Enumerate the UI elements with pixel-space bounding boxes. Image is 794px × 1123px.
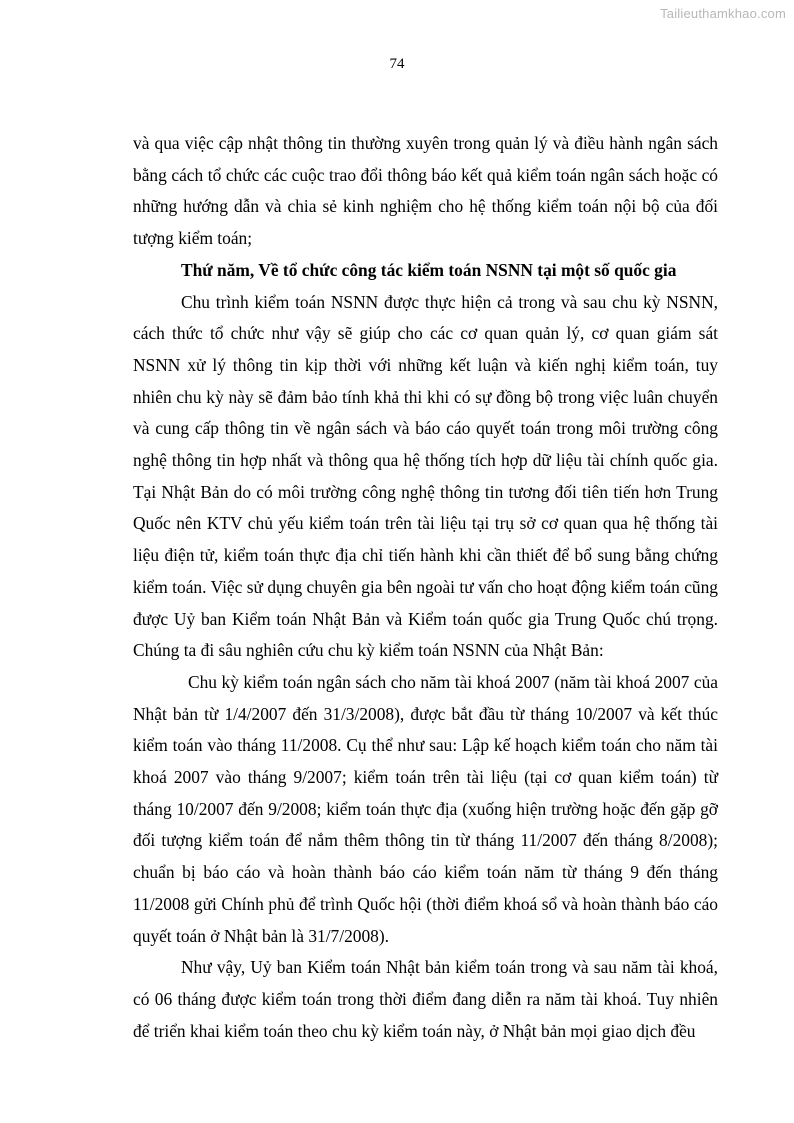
paragraph-continuation: và qua việc cập nhật thông tin thường xuyên trong quản lý và điều hành ngân sách bằng cách tổ chức các cuộc trao đổi thông báo kết quả kiểm toán ngân sách hoặc có những hướng dẫn và chia sẻ kinh nghiệm cho hệ thống kiểm toán nội bộ của đối tượng kiểm toán; xyxy=(133,133,718,249)
page-number: 74 xyxy=(389,56,405,72)
section-heading: Thứ năm, Về tổ chức công tác kiểm toán NSNN tại một số quốc gia xyxy=(181,259,677,280)
paragraph-audit-cycle: Chu trình kiểm toán NSNN được thực hiện cả trong và sau chu kỳ NSNN, cách thức tổ chức như vậy sẽ giúp cho các cơ quan quản lý, cơ quan giám sát NSNN xử lý thông tin kịp thời với những kết luận và kiến nghị kiểm toán, tuy nhiên chu kỳ này sẽ đảm bảo tính khả thi khi có sự đồng bộ trong việc luân chuyển và cung cấp thông tin về ngân sách và báo cáo quyết toán trong môi trường công nghệ thông tin hợp nhất và thông qua hệ thống tích hợp dữ liệu tài chính quốc gia. Tại Nhật Bản do có môi trường công nghệ thông tin tương đối tiên tiến hơn Trung Quốc nên KTV chủ yếu kiểm toán trên tài liệu tại trụ sở cơ quan qua hệ thống tài liệu điện tử, kiểm toán thực địa chỉ tiến hành khi cần thiết để bổ sung bằng chứng kiểm toán. Việc sử dụng chuyên gia bên ngoài tư vấn cho hoạt động kiểm toán cũng được Uỷ ban Kiểm toán Nhật Bản và Kiểm toán quốc gia Trung Quốc chú trọng. Chúng ta đi sâu nghiên cứu chu kỳ kiểm toán NSNN của Nhật Bản: xyxy=(133,291,718,661)
document-body xyxy=(133,128,718,1047)
watermark: Tailieuthamkhao.com xyxy=(660,6,786,21)
paragraph-japan-cycle: Chu kỳ kiểm toán ngân sách cho năm tài khoá 2007 (năm tài khoá 2007 của Nhật bản từ 1/4/2007 đến 31/3/2008), được bắt đầu từ tháng 10/2007 và kết thúc kiểm toán vào tháng 11/2008. Cụ thể như sau: Lập kế hoạch kiểm toán cho năm tài khoá 2007 vào tháng 9/2007; kiểm toán trên tài liệu (tại cơ quan kiểm toán) từ tháng 10/2007 đến 9/2008; kiểm toán thực địa (xuống hiện trường hoặc đến gặp gỡ đối tượng kiểm toán để nắm thêm thông tin từ tháng 11/2007 đến tháng 8/2008); chuẩn bị báo cáo và hoàn thành báo cáo kiểm toán năm từ tháng 9 đến tháng 11/2008 gửi Chính phủ để trình Quốc hội (thời điểm khoá sổ và hoàn thành báo cáo quyết toán ở Nhật bản là 31/7/2008). xyxy=(133,671,718,946)
paragraph-conclusion: Như vậy, Uỷ ban Kiểm toán Nhật bản kiểm toán trong và sau năm tài khoá, có 06 tháng được kiểm toán trong thời điểm đang diễn ra năm tài khoá. Tuy nhiên để triển khai kiểm toán theo chu kỳ kiểm toán này, ở Nhật bản mọi giao dịch đều xyxy=(133,957,718,1041)
